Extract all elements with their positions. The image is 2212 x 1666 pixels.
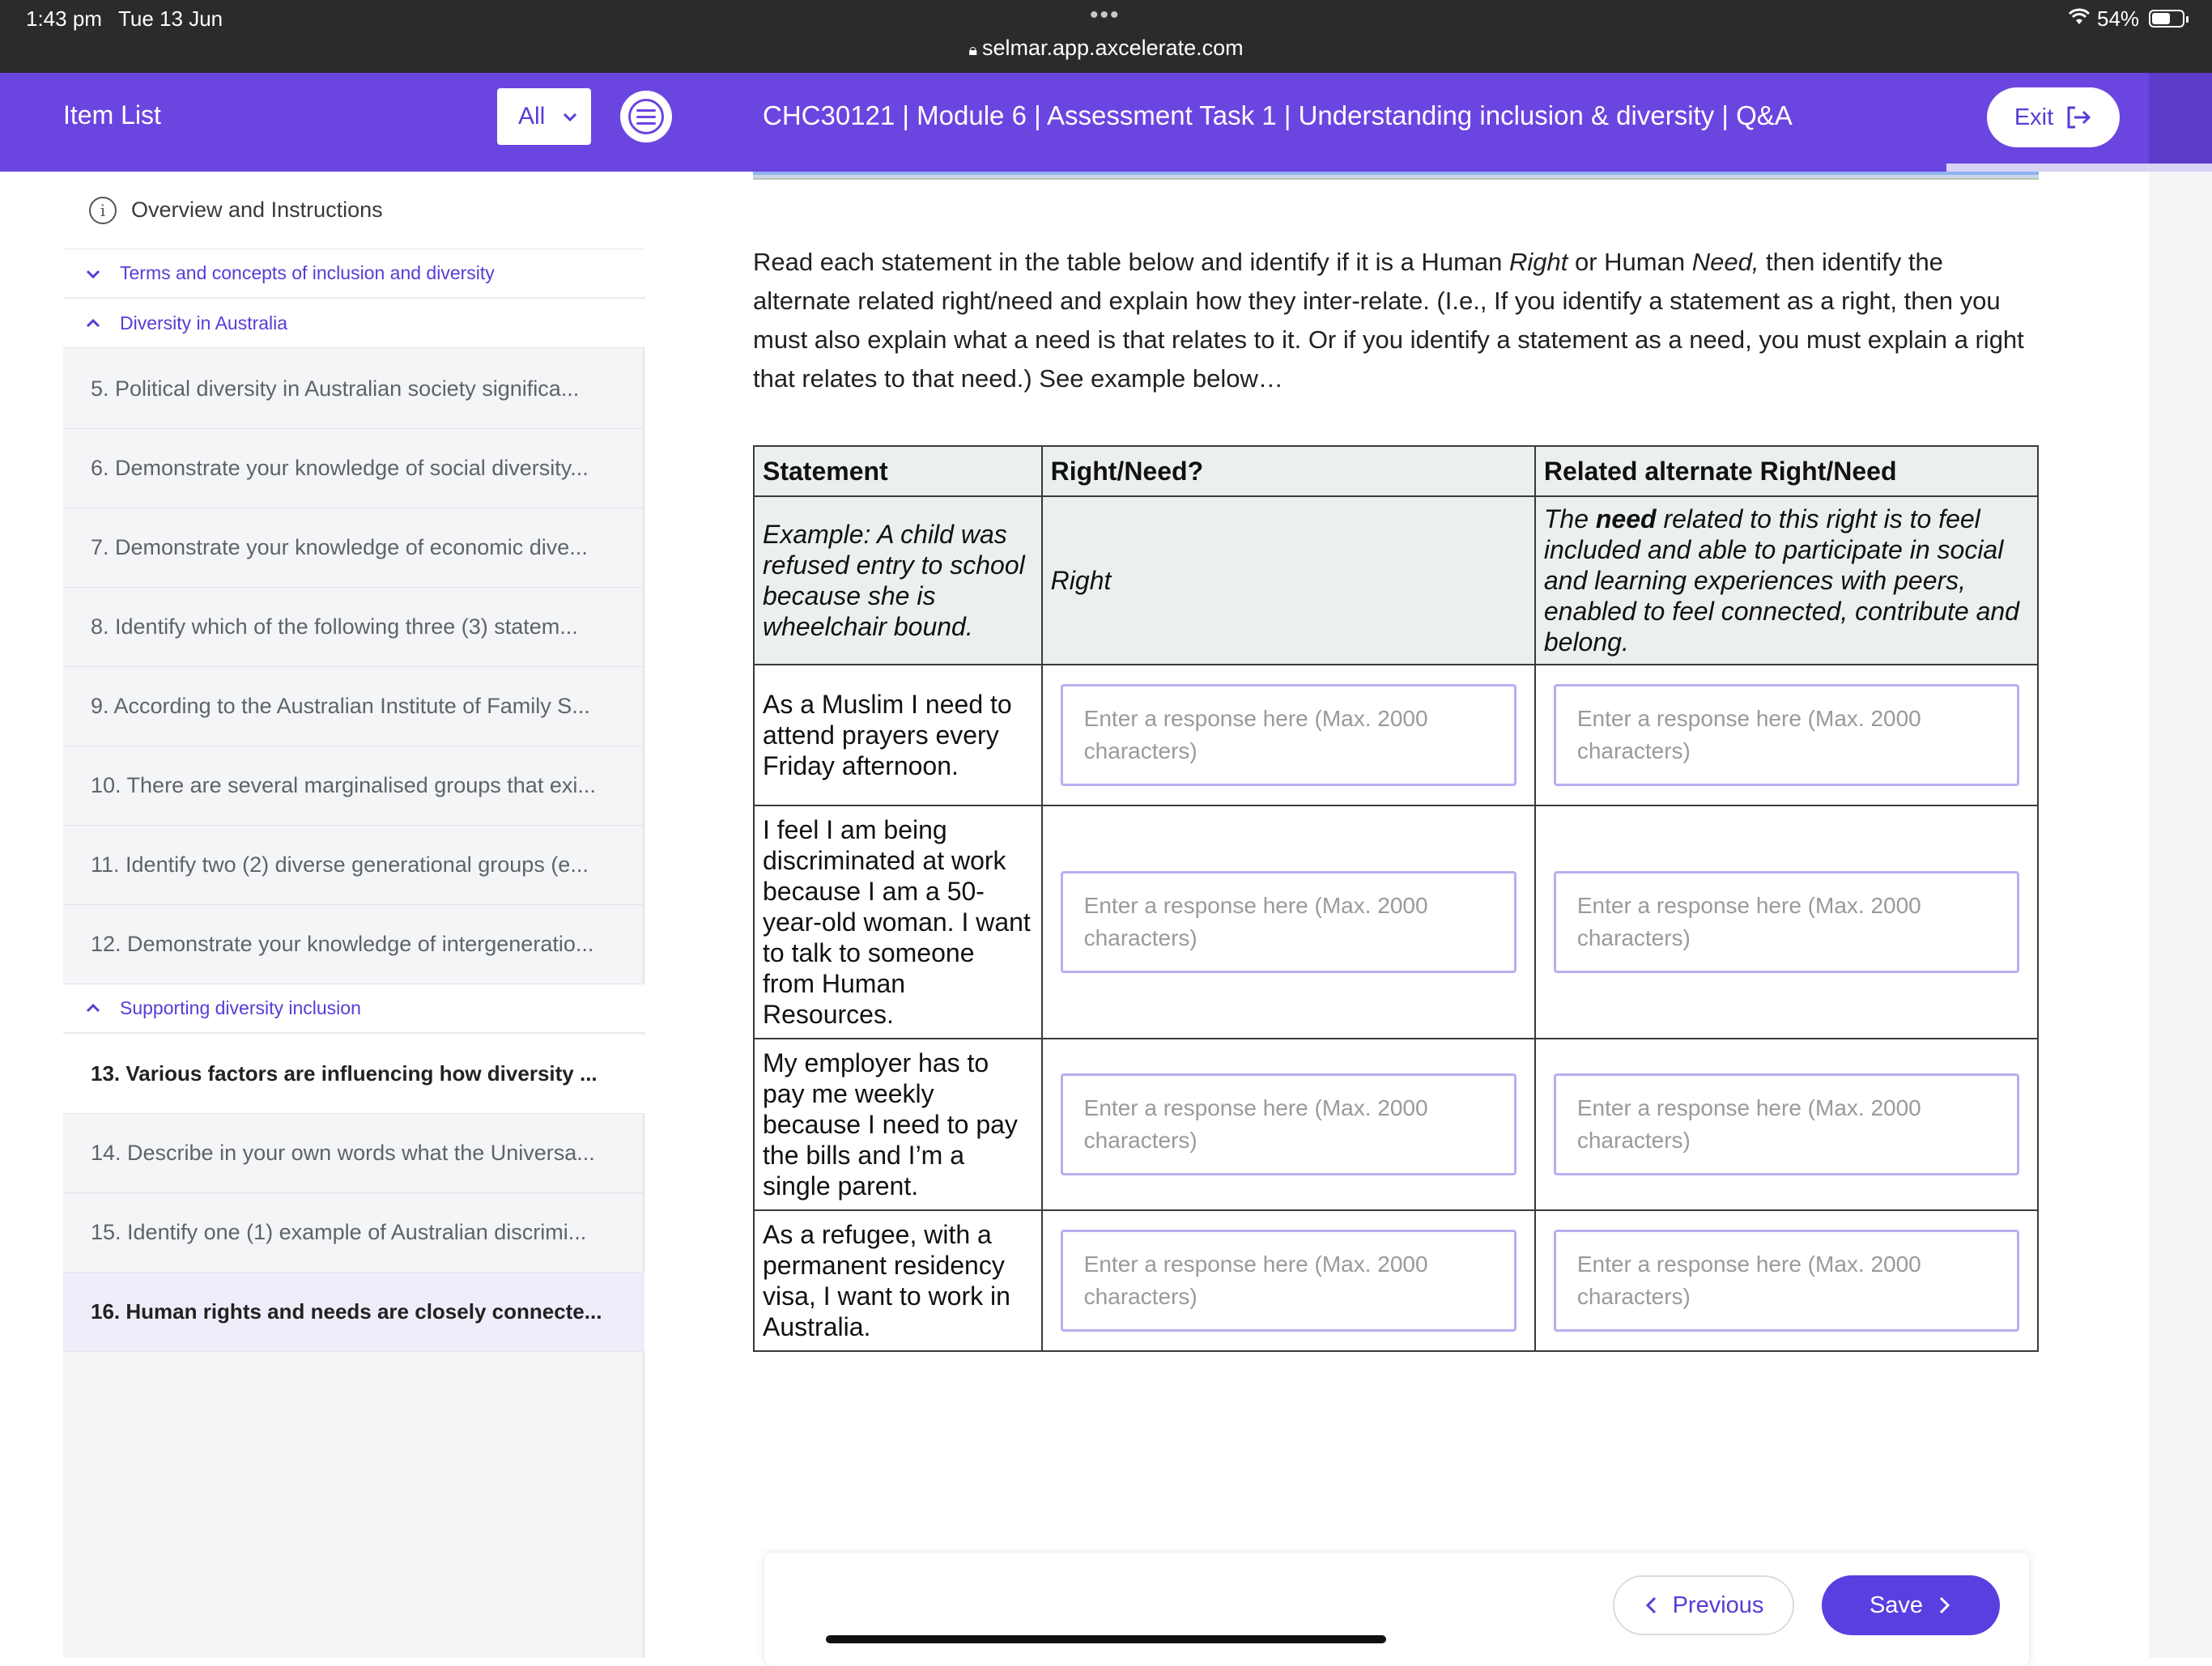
header-statement: Statement	[754, 446, 1042, 496]
example-related-text: The	[1543, 504, 1596, 533]
save-label: Save	[1869, 1592, 1924, 1618]
section-diversity-australia[interactable]	[63, 300, 644, 348]
right-need-cell	[1042, 665, 1535, 805]
right-gutter	[2149, 172, 2212, 1658]
section-label: Diversity in Australia	[120, 312, 288, 334]
status-time: 1:43 pm	[26, 6, 102, 31]
statement-cell: As a Muslim I need to attend prayers every Friday afternoon.	[754, 665, 1042, 805]
question-instructions	[753, 243, 2040, 398]
example-row	[754, 496, 2038, 665]
sidebar-item-q14[interactable]: 14. Describe in your own words what the Universa...	[63, 1114, 644, 1193]
hamburger-icon	[628, 99, 664, 134]
statement-cell: My employer has to pay me weekly because I need to pay the bills and I’m a single parent.	[754, 1039, 1042, 1210]
previous-label: Previous	[1672, 1592, 1764, 1618]
exit-label: Exit	[2014, 104, 2054, 130]
instructions-text: or Human	[1568, 248, 1692, 276]
sidebar-item-q8[interactable]: 8. Identify which of the following three (3) statem...	[63, 588, 644, 667]
right-need-input[interactable]: Enter a response here (Max. 2000 characters)	[1061, 871, 1516, 973]
related-input[interactable]: Enter a response here (Max. 2000 characters)	[1554, 1073, 2019, 1175]
related-cell	[1535, 1039, 2038, 1210]
header-accent	[1946, 164, 2212, 172]
related-input[interactable]: Enter a response here (Max. 2000 characters)	[1554, 684, 2019, 786]
chevron-up-icon	[83, 998, 104, 1019]
sidebar-item-q10[interactable]: 10. There are several marginalised groups that exi...	[63, 746, 644, 826]
sidebar-item-q5[interactable]: 5. Political diversity in Australian society significa...	[63, 350, 644, 429]
chevron-down-icon	[561, 108, 579, 125]
logout-icon	[2065, 105, 2092, 130]
right-need-cell	[1042, 1039, 1535, 1210]
filter-value: All	[518, 103, 546, 130]
lock-icon: 🔒︎	[968, 41, 977, 59]
header-right-need: Right/Need?	[1042, 446, 1535, 496]
header-right-strip	[2149, 73, 2212, 172]
sidebar-item-q7[interactable]: 7. Demonstrate your knowledge of economic dive...	[63, 508, 644, 588]
item-filter-select[interactable]	[497, 88, 591, 145]
chevron-right-icon	[1938, 1595, 1952, 1616]
statement-cell: As a refugee, with a permanent residency visa, I want to work in Australia.	[754, 1210, 1042, 1351]
info-icon: i	[89, 197, 117, 224]
section-label: Supporting diversity inclusion	[120, 997, 361, 1018]
url-text: selmar.app.axcelerate.com	[981, 36, 1244, 60]
example-answer: Right	[1042, 496, 1535, 665]
status-date: Tue 13 Jun	[118, 6, 223, 31]
sidebar-item-q13[interactable]: 13. Various factors are influencing how diversity ...	[63, 1035, 644, 1114]
sidebar-item-q15[interactable]: 15. Identify one (1) example of Australian discrimi...	[63, 1193, 644, 1273]
right-need-input[interactable]: Enter a response here (Max. 2000 characters)	[1061, 1073, 1516, 1175]
table-header-row	[754, 446, 2038, 496]
table-row	[754, 1039, 2038, 1210]
ios-status-bar	[0, 0, 2212, 73]
rights-needs-table	[753, 445, 2039, 1352]
battery-percent: 54%	[2097, 6, 2140, 31]
battery-icon	[2149, 10, 2184, 28]
content-divider	[753, 178, 2039, 180]
related-input[interactable]: Enter a response here (Max. 2000 characters)	[1554, 871, 2019, 973]
right-need-cell	[1042, 1210, 1535, 1351]
instructions-text: Read each statement in the table below and identify if it is a Human	[753, 248, 1509, 276]
exit-button[interactable]	[1987, 87, 2120, 147]
right-need-cell	[1042, 805, 1535, 1039]
address-bar[interactable]	[0, 36, 2212, 61]
table-row	[754, 665, 2038, 805]
chevron-left-icon	[1644, 1595, 1658, 1616]
section-terms-concepts[interactable]	[63, 249, 644, 298]
section-label: Terms and concepts of inclusion and diversity	[120, 262, 495, 283]
related-cell	[1535, 805, 2038, 1039]
instructions-text: then identify the alternate related right/need and explain how they inter-relate. (I.e., If you identify a statement as a right, then you must also explain what a need is that relates to it. Or if you identify a statement as a need, you must explain a right that relates to that need.) See example below…	[753, 248, 2024, 393]
header-related: Related alternate Right/Need	[1535, 446, 2038, 496]
previous-button[interactable]	[1613, 1575, 1794, 1635]
example-statement: Example: A child was refused entry to school because she is wheelchair bound.	[754, 496, 1042, 665]
instructions-right-word: Right	[1508, 248, 1568, 276]
sidebar-item-q6[interactable]: 6. Demonstrate your knowledge of social diversity...	[63, 429, 644, 508]
save-button[interactable]	[1822, 1575, 2000, 1635]
section-supporting-diversity[interactable]	[63, 984, 644, 1033]
overview-link[interactable]	[63, 172, 644, 249]
sidebar-item-q16[interactable]: 16. Human rights and needs are closely connecte...	[63, 1273, 644, 1352]
menu-button[interactable]	[620, 91, 672, 142]
statement-cell: I feel I am being discriminated at work because I am a 50-year-old woman. I want to talk to someone from Human Resources.	[754, 805, 1042, 1039]
sidebar-item-q11[interactable]: 11. Identify two (2) diverse generational groups (e...	[63, 826, 644, 905]
related-input[interactable]: Enter a response here (Max. 2000 characters)	[1554, 1230, 2019, 1332]
item-list-title: Item List	[63, 100, 161, 130]
example-related-text: related to this right is to feel included and able to participate in social and learning experiences with peers, enabled to feel connected, contribute and belong.	[1543, 504, 2019, 657]
multitasking-dots-icon[interactable]: •••	[1090, 2, 1121, 28]
overview-label: Overview and Instructions	[131, 198, 383, 222]
app-header	[0, 73, 2212, 172]
chevron-down-icon	[83, 263, 104, 284]
chevron-up-icon	[83, 313, 104, 334]
table-row	[754, 805, 2038, 1039]
example-related	[1535, 496, 2038, 665]
related-cell	[1535, 1210, 2038, 1351]
wifi-icon	[2068, 8, 2091, 30]
related-cell	[1535, 665, 2038, 805]
page-title: CHC30121 | Module 6 | Assessment Task 1 | Understanding inclusion & diversity | Q&A	[763, 100, 1793, 130]
item-list-sidebar	[63, 172, 644, 1658]
example-related-bold: need	[1595, 504, 1657, 533]
sidebar-item-q9[interactable]: 9. According to the Australian Institute of Family S...	[63, 667, 644, 746]
right-need-input[interactable]: Enter a response here (Max. 2000 characters)	[1061, 1230, 1516, 1332]
instructions-need-word: Need,	[1691, 248, 1759, 276]
right-need-input[interactable]: Enter a response here (Max. 2000 characters)	[1061, 684, 1516, 786]
content-top-bar-fill	[753, 172, 2039, 175]
sidebar-item-q12[interactable]: 12. Demonstrate your knowledge of intergeneratio...	[63, 905, 644, 984]
table-row	[754, 1210, 2038, 1351]
home-indicator[interactable]	[826, 1635, 1386, 1643]
